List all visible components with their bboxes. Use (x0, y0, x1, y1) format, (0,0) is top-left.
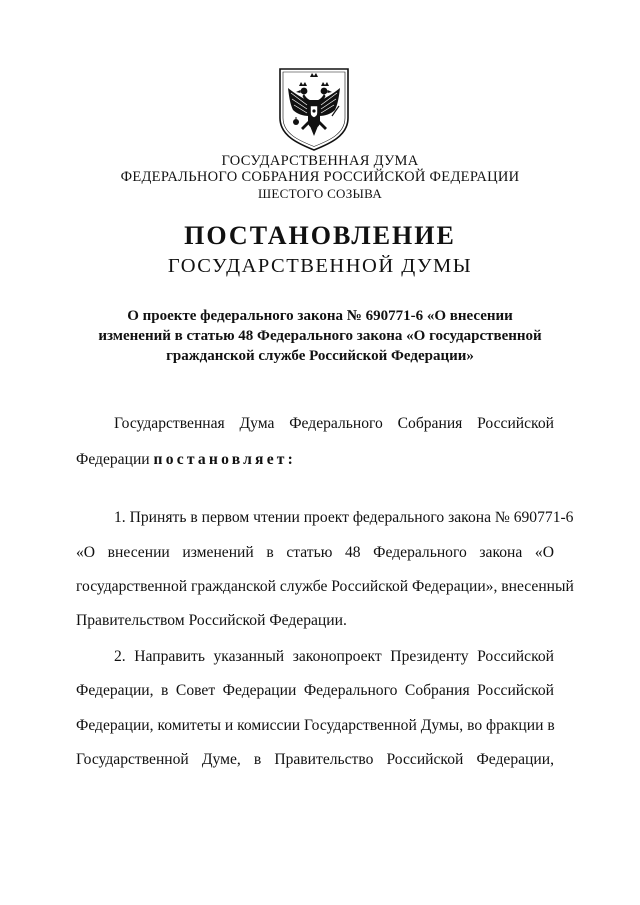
preamble-text: Федерации (76, 451, 154, 468)
resolves-word: постановляет: (153, 451, 297, 468)
document-subject (0, 306, 640, 366)
subject-line-2: изменений в статью 48 Федерального закона «О государственной (98, 328, 542, 344)
preamble-line-2 (76, 451, 554, 469)
item1-line-3: государственной гражданской службе Российской Федерации», внесенный (76, 578, 574, 595)
item1-line-2: «О внесении изменений в статью 48 Федерального закона «О (76, 544, 554, 561)
federal-assembly-line: ФЕДЕРАЛЬНОГО СОБРАНИЯ РОССИЙСКОЙ ФЕДЕРАЦИИ (120, 169, 520, 185)
double-headed-eagle-icon (277, 66, 351, 152)
convocation-line: ШЕСТОГО СОЗЫВА (257, 186, 383, 201)
duma-name-line: ГОСУДАРСТВЕННАЯ ДУМА (221, 153, 419, 169)
item1-line-4: Правительством Российской Федерации. (76, 612, 347, 629)
subject-line-3: гражданской службе Российской Федерации» (166, 348, 474, 364)
item2-line-2: Федерации, в Совет Федерации Федерального Собрания Российской (76, 682, 554, 699)
item2-line-1: 2. Направить указанный законопроект Президенту Российской (114, 648, 554, 665)
item2-line-4: Государственной Думе, в Правительство Российской Федерации, (76, 751, 554, 768)
subject-line-1: О проекте федерального закона № 690771-6 «О внесении (127, 308, 513, 324)
document-subtitle: ГОСУДАРСТВЕННОЙ ДУМЫ (167, 255, 473, 277)
preamble-line-1: Государственная Дума Федерального Собрания Российской (114, 415, 554, 432)
item1-line-1: 1. Принять в первом чтении проект федерального закона № 690771-6 (114, 509, 574, 526)
item2-line-3: Федерации, комитеты и комиссии Государственной Думы, во фракции в (76, 717, 555, 734)
document-title: ПОСТАНОВЛЕНИЕ (184, 221, 456, 250)
state-emblem (277, 66, 351, 152)
